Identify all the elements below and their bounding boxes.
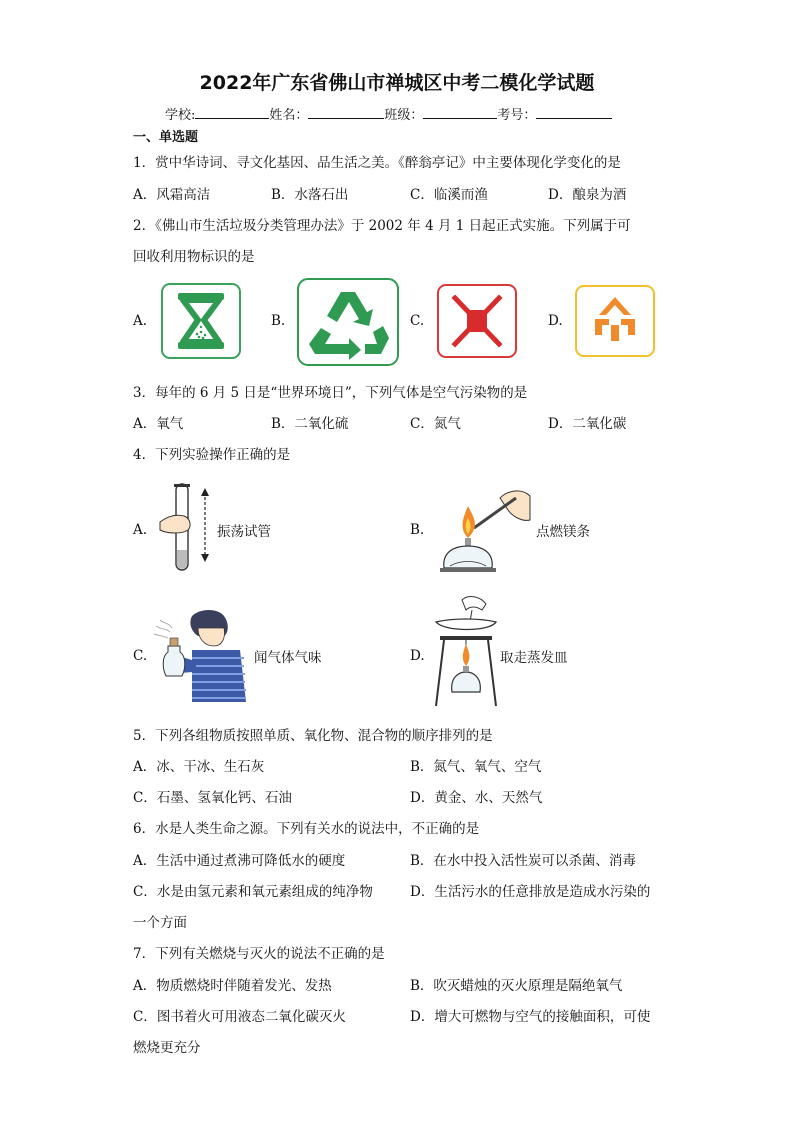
shake-test-tube-icon [154, 482, 214, 578]
student-info-row [165, 104, 612, 123]
q2-option-a[interactable]: A. [133, 313, 148, 329]
q7-option-d-continuation: 燃烧更充分 [133, 1040, 201, 1056]
q4-caption-a: 振荡试管 [217, 524, 271, 540]
q4-caption-d: 取走蒸发皿 [500, 650, 568, 666]
question-1-stem: 1．赏中华诗词、寻文化基因、品生活之美。《醉翁亭记》中主要体现化学变化的是 [133, 155, 621, 171]
question-2-stem-line1: 2．《佛山市生活垃圾分类管理办法》于 2002 年 4 月 1 日起正式实施。下列属于可 [133, 218, 631, 234]
orange-arrows-sign-icon [575, 285, 655, 357]
q1-option-d[interactable]: D．酿泉为酒 [548, 187, 627, 203]
q1-option-b[interactable]: B．水落石出 [271, 187, 349, 203]
smell-gas-boy-icon [152, 606, 252, 704]
q3-option-b[interactable]: B．二氧化硫 [271, 416, 349, 432]
q6-option-d-continuation: 一个方面 [133, 915, 187, 931]
hourglass-sign-icon [161, 283, 241, 359]
q2-option-b[interactable]: B. [271, 313, 286, 329]
name-label: 姓名： [269, 108, 309, 123]
question-6-stem: 6．水是人类生命之源。下列有关水的说法中，不正确的是 [133, 821, 480, 837]
q2-option-c[interactable]: C. [410, 313, 425, 329]
q6-option-d[interactable]: D．生活污水的任意排放是造成水污染的 [410, 884, 651, 900]
q3-option-c[interactable]: C．氮气 [410, 416, 461, 432]
q1-option-a[interactable]: A．风霜高洁 [133, 187, 211, 203]
hazard-cross-sign-icon [437, 284, 517, 358]
q5-option-d[interactable]: D．黄金、水、天然气 [410, 790, 543, 806]
q2-option-d[interactable]: D. [548, 313, 563, 329]
q1-option-c[interactable]: C．临溪而渔 [410, 187, 488, 203]
q4-option-a[interactable]: A. [133, 522, 148, 538]
school-blank[interactable] [195, 105, 269, 119]
exam-no-blank[interactable] [536, 105, 612, 119]
name-blank[interactable] [308, 105, 384, 119]
ignite-magnesium-icon [430, 476, 534, 580]
q4-option-d[interactable]: D. [410, 648, 425, 664]
q6-option-c[interactable]: C．水是由氢元素和氧元素组成的纯净物 [133, 884, 373, 900]
section-heading: 一、单选题 [133, 130, 199, 145]
question-7-stem: 7．下列有关燃烧与灭火的说法不正确的是 [133, 946, 385, 962]
question-5-stem: 5．下列各组物质按照单质、氧化物、混合物的顺序排列的是 [133, 728, 493, 744]
q6-option-a[interactable]: A．生活中通过煮沸可降低水的硬度 [133, 853, 346, 869]
q4-caption-b: 点燃镁条 [536, 524, 590, 540]
q3-option-a[interactable]: A．氧气 [133, 416, 184, 432]
q4-caption-c: 闻气体气味 [254, 650, 322, 666]
exam-no-label: 考号： [497, 108, 537, 123]
q7-option-a[interactable]: A．物质燃烧时伴随着发光、发热 [133, 978, 332, 994]
q7-option-c[interactable]: C．图书着火可用液态二氧化碳灭火 [133, 1009, 346, 1025]
q7-option-b[interactable]: B．吹灭蜡烛的灭火原理是隔绝氧气 [410, 978, 623, 994]
q4-option-b[interactable]: B. [410, 522, 425, 538]
question-2-stem-line2: 回收利用物标识的是 [133, 249, 255, 265]
school-label: 学校: [165, 108, 196, 123]
q3-option-d[interactable]: D．二氧化碳 [548, 416, 627, 432]
q6-option-b[interactable]: B．在水中投入活性炭可以杀菌、消毒 [410, 853, 636, 869]
evaporating-dish-icon [432, 596, 500, 710]
q7-option-d[interactable]: D．增大可燃物与空气的接触面积，可使 [410, 1009, 651, 1025]
class-label: 班级： [384, 108, 424, 123]
q5-option-c[interactable]: C．石墨、氢氧化钙、石油 [133, 790, 292, 806]
class-blank[interactable] [423, 105, 497, 119]
q4-option-c[interactable]: C. [133, 648, 148, 664]
q5-option-a[interactable]: A．冰、干冰、生石灰 [133, 759, 265, 775]
q5-option-b[interactable]: B．氮气、氧气、空气 [410, 759, 542, 775]
question-4-stem: 4．下列实验操作正确的是 [133, 447, 291, 463]
recycle-sign-icon [297, 278, 399, 366]
question-3-stem: 3．每年的 6 月 5 日是“世界环境日”，下列气体是空气污染物的是 [133, 385, 528, 401]
page-title: 2022年广东省佛山市禅城区中考二模化学试题 [199, 72, 595, 94]
